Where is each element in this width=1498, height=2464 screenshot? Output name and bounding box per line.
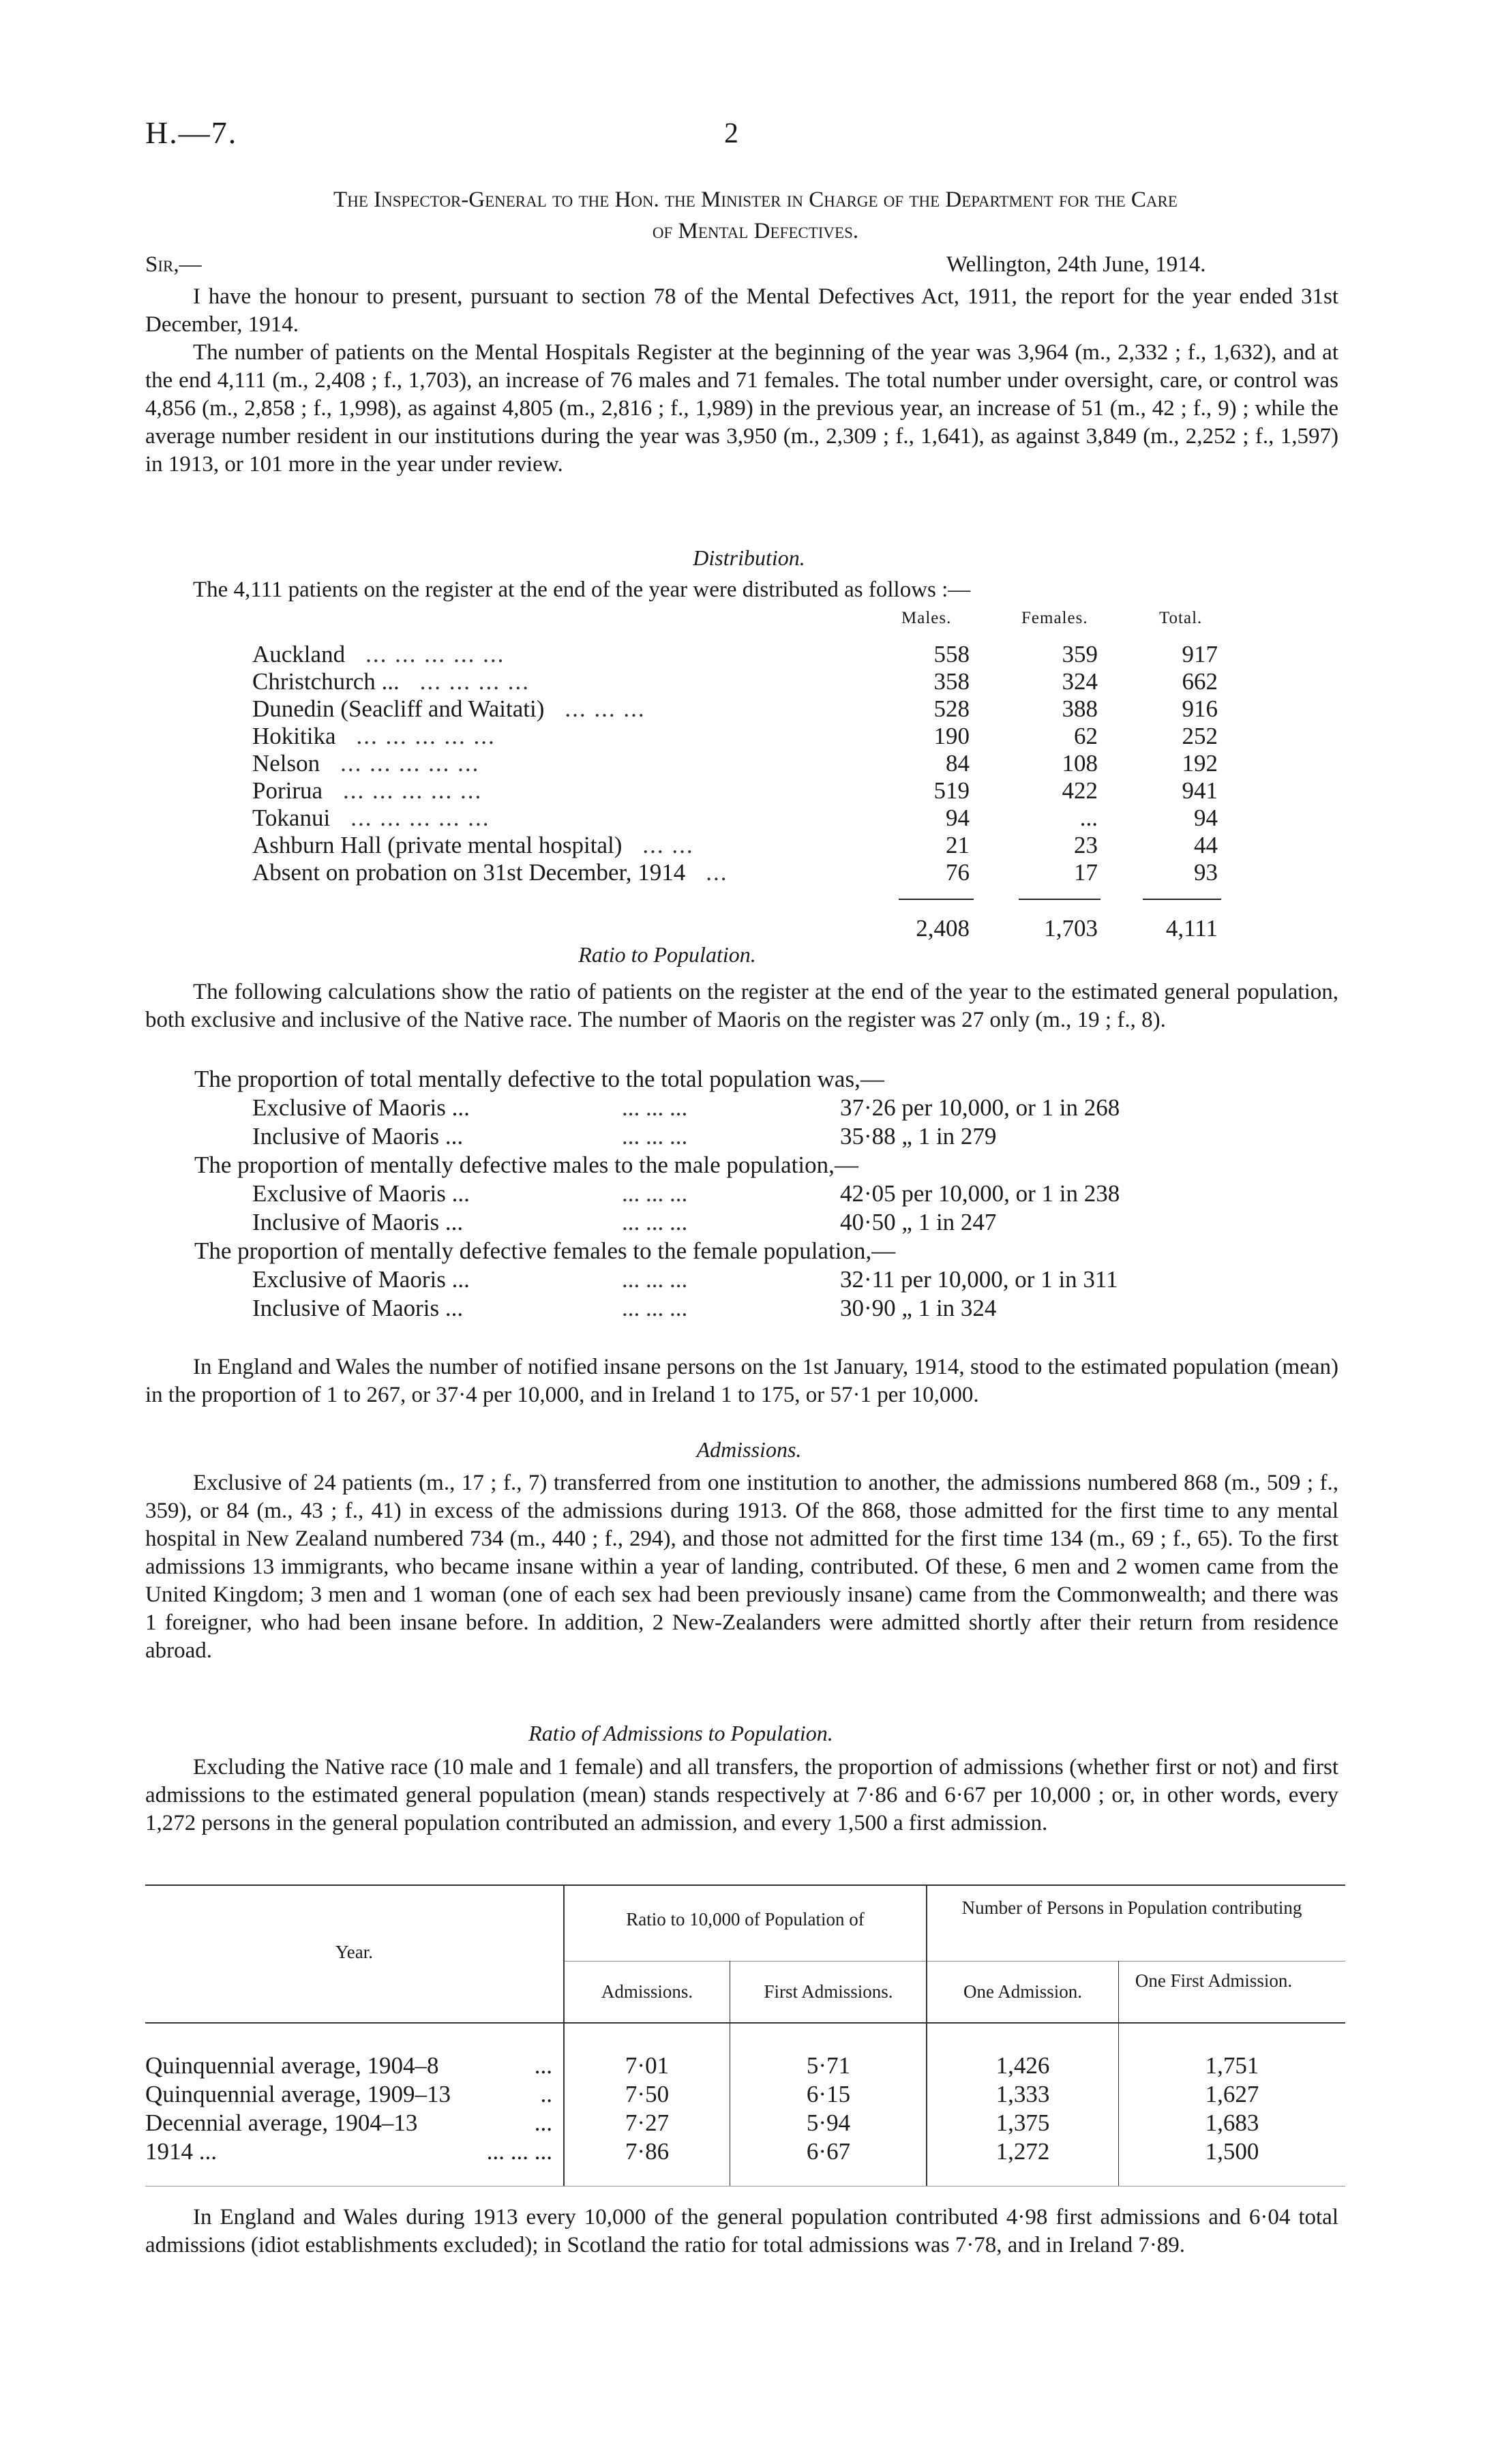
register-paragraph: The number of patients on the Mental Hospitals Register at the beginning of the year was 3,964 (m., 2,332 ; f., 1,632), and at the end 4,111 (m., 2,408 ; f., 1,703), an increase of 76 males and 71 females. The total number under oversight, care, or control was 4,856 (m., 2,858 ; f., 1,998), as against 4,805 (m., 2,816 ; f., 1,989) in the previous year, an increase of 51 (m., 42 ; f., 9) ; while the average number resident in our institutions during the year was 3,950 (m., 2,309 ; f., 1,641), as against 3,849 (m., 2,252 ; f., 1,597) in 1913, or 101 more in the year under review. <box>145 340 1338 477</box>
distribution-row <box>252 723 1248 750</box>
letter-title <box>145 184 1366 247</box>
first-admissions-cell: 5·94 <box>806 2109 851 2136</box>
institution-name: Nelson <box>252 750 320 777</box>
females-total-rule <box>1019 899 1100 900</box>
ratio-row-value: 32·11 per 10,000, or 1 in 311 <box>840 1266 1118 1293</box>
leader-dots: ... ... ... <box>622 1094 688 1121</box>
admissions-cell: 7·86 <box>625 2138 670 2165</box>
institution-name: Tokanui <box>252 805 331 831</box>
first-admissions-cell: 5·71 <box>806 2052 851 2079</box>
ratio-population-heading: Ratio to Population. <box>578 942 756 967</box>
admissions-cell: 7·01 <box>625 2052 670 2079</box>
leader-dots: ... ... ... ... ... <box>340 750 480 777</box>
year-cell: 1914 ... <box>145 2138 217 2165</box>
leader-dots: ... ... ... ... <box>419 668 530 695</box>
leader-dots: ... ... ... <box>486 2138 552 2165</box>
th-one-admission: One Admission. <box>963 1981 1082 2002</box>
males-value: 358 <box>933 668 970 695</box>
females-value: 359 <box>1062 641 1098 667</box>
ratio-row-label: Inclusive of Maoris ... <box>252 1295 464 1321</box>
females-value: 62 <box>1074 723 1098 749</box>
males-value: 94 <box>946 805 970 831</box>
th-one-first-admission: One First Admission. <box>1135 1970 1293 1991</box>
institution-name: Porirua <box>252 777 323 804</box>
total-value: 94 <box>1194 805 1218 831</box>
leader-dots: ... ... ... <box>622 1266 688 1293</box>
males-value: 76 <box>946 859 970 886</box>
year-cell: Decennial average, 1904–13 <box>145 2109 418 2136</box>
total-value: 252 <box>1182 723 1218 749</box>
col-total-header: Total. <box>1159 609 1203 627</box>
year-cell: Quinquennial average, 1904–8 <box>145 2052 439 2079</box>
distribution-row <box>252 777 1248 805</box>
distribution-intro: The 4,111 patients on the register at the end of the year were distributed as follows :— <box>193 577 971 602</box>
institution-name: Christchurch ... <box>252 668 400 695</box>
total-value: 662 <box>1182 668 1218 695</box>
males-value: 528 <box>933 695 970 722</box>
total-value: 916 <box>1182 695 1218 722</box>
intro-paragraph: I have the honour to present, pursuant to section 78 of the Mental Defectives Act, 1911, the report for the year ended 31st December, 1914. <box>145 284 1338 337</box>
admissions-heading: Admissions. <box>696 1437 802 1462</box>
leader-dots: ... ... ... <box>622 1180 688 1207</box>
distribution-row <box>252 750 1248 777</box>
ratio-admissions-paragraph: Excluding the Native race (10 male and 1 female) and all transfers, the proportion of admissions (whether first or not) and first admissions to the estimated general population (mean) stands respectively at 7·86 and 6·67 per 10,000 ; or, in other words, every 1,272 persons in the general population contributed an admission, and every 1,500 a first admission. <box>145 1755 1338 1835</box>
th-ratio-group: Ratio to 10,000 of Population of <box>626 1909 865 1929</box>
one-first-admission-cell: 1,500 <box>1205 2138 1259 2165</box>
one-admission-cell: 1,333 <box>995 2081 1050 2107</box>
ratio-group-label: The proportion of mentally defective males to the male population,— <box>194 1152 858 1178</box>
total-value: 93 <box>1194 859 1218 886</box>
table-bottom-rule <box>145 2186 1345 2187</box>
institution-name: Auckland <box>252 641 346 667</box>
distribution-heading: Distribution. <box>693 545 805 570</box>
distribution-row <box>252 859 1248 886</box>
first-admissions-cell: 6·67 <box>806 2138 851 2165</box>
th-year: Year. <box>335 1942 373 1962</box>
leader-dots: ... <box>534 2052 552 2079</box>
females-value: 324 <box>1062 668 1098 695</box>
admissions-paragraph: Exclusive of 24 patients (m., 17 ; f., 7) transferred from one institution to another, the admissions numbered 868 (m., 509 ; f., 359), or 84 (m., 43 ; f., 41) in excess of the admissions during 1913. Of the 868, those admitted for the first time to any mental hospital in New Zealand numbered 734 (m., 440 ; f., 294), and those not admitted for the first time 134 (m., 69 ; f., 65). To the first admissions 13 immigrants, who became insane within a year of landing, contributed. Of these, 6 men and 2 women came from the United Kingdom; 3 men and 1 woman (one of each sex had been previously insane) came from the Commonwealth; and there was 1 foreigner, who had been insane before. In addition, 2 New-Zealanders were admitted shortly after their return from residence abroad. <box>145 1471 1338 1663</box>
th-first-admissions: First Admissions. <box>764 1981 893 2002</box>
ratio-group-label: The proportion of mentally defective females to the female population,— <box>194 1237 896 1264</box>
ratio-group-label: The proportion of total mentally defective to the total population was,— <box>194 1066 884 1092</box>
distribution-row <box>252 805 1248 832</box>
total-females: 1,703 <box>1044 915 1098 942</box>
admissions-cell: 7·27 <box>625 2109 670 2136</box>
leader-dots: ... ... ... <box>622 1209 688 1235</box>
ratio-row-label: Inclusive of Maoris ... <box>252 1123 464 1150</box>
males-value: 558 <box>933 641 970 667</box>
institution-name: Hokitika <box>252 723 336 749</box>
institution-name: Ashburn Hall (private mental hospital) <box>252 832 623 858</box>
table-top-rule <box>145 1884 1345 1886</box>
distribution-row <box>252 641 1248 668</box>
leader-dots: ... ... ... <box>622 1295 688 1321</box>
total-value: 941 <box>1182 777 1218 804</box>
year-cell: Quinquennial average, 1909–13 <box>145 2081 451 2107</box>
letter-title-line2: of Mental Defectives. <box>652 219 859 243</box>
females-value: 17 <box>1074 859 1098 886</box>
ratio-admissions-heading: Ratio of Admissions to Population. <box>528 1721 833 1745</box>
females-value: 23 <box>1074 832 1098 858</box>
leader-dots: ... ... <box>642 832 694 858</box>
leader-dots: ... ... ... <box>622 1123 688 1150</box>
ratio-row-value: 40·50 „ 1 in 247 <box>840 1209 997 1235</box>
ratio-row-label: Inclusive of Maoris ... <box>252 1209 464 1235</box>
ratio-row-label: Exclusive of Maoris ... <box>252 1266 470 1293</box>
total-value: 44 <box>1194 832 1218 858</box>
ratio-row-label: Exclusive of Maoris ... <box>252 1180 470 1207</box>
ratio-row-value: 35·88 „ 1 in 279 <box>840 1123 997 1150</box>
leader-dots: ... ... ... ... ... <box>365 641 505 667</box>
report-reference: H.—7. <box>145 115 238 150</box>
ratio-row-label: Exclusive of Maoris ... <box>252 1094 470 1121</box>
total-males: 2,408 <box>916 915 970 942</box>
females-value: 388 <box>1062 695 1098 722</box>
males-total-rule <box>899 899 974 900</box>
one-admission-cell: 1,426 <box>995 2052 1050 2079</box>
one-first-admission-cell: 1,627 <box>1205 2081 1259 2107</box>
th-persons-group: Number of Persons in Population contributing <box>961 1897 1302 1918</box>
leader-dots: ... <box>534 2109 552 2136</box>
total-total: 4,111 <box>1165 915 1218 942</box>
ratio-row-value: 30·90 „ 1 in 324 <box>840 1295 997 1321</box>
leader-dots: ... <box>706 859 728 886</box>
leader-dots: ... ... ... <box>565 695 646 722</box>
males-value: 21 <box>946 832 970 858</box>
ratio-population-intro: The following calculations show the ratio of patients on the register at the end of the year to the estimated general population, both exclusive and inclusive of the Native race. The number of Maoris on the register was 27 only (m., 19 ; f., 8). <box>145 980 1338 1032</box>
one-first-admission-cell: 1,751 <box>1205 2052 1259 2079</box>
females-value: 422 <box>1062 777 1098 804</box>
england-ratio-paragraph: In England and Wales the number of notified insane persons on the 1st January, 1914, stood to the estimated population (mean) in the proportion of 1 to 267, or 37·4 per 10,000, and in Ireland 1 to 175, or 57·1 per 10,000. <box>145 1355 1338 1407</box>
one-admission-cell: 1,272 <box>995 2138 1050 2165</box>
total-value: 192 <box>1182 750 1218 777</box>
first-admissions-cell: 6·15 <box>806 2081 851 2107</box>
ratio-row-value: 37·26 per 10,000, or 1 in 268 <box>840 1094 1120 1121</box>
males-value: 190 <box>933 723 970 749</box>
table-vline-4 <box>1118 1961 1119 2186</box>
total-value: 917 <box>1182 641 1218 667</box>
ratio-row-value: 42·05 per 10,000, or 1 in 238 <box>840 1180 1120 1207</box>
salutation: Sir,— <box>145 252 202 277</box>
col-males-header: Males. <box>901 609 952 627</box>
admissions-cell: 7·50 <box>625 2081 670 2107</box>
th-admissions: Admissions. <box>601 1981 693 2002</box>
distribution-row <box>252 832 1248 859</box>
table-header-rule <box>145 2022 1345 2024</box>
total-total-rule <box>1143 899 1221 900</box>
females-value: ... <box>1079 805 1098 831</box>
table-group-rule <box>565 1961 1345 1962</box>
letter-title-line1: The Inspector-General to the Hon. the Minister in Charge of the Department for the Care <box>333 187 1178 212</box>
place-date: Wellington, 24th June, 1914. <box>946 252 1206 277</box>
distribution-row <box>252 668 1248 695</box>
closing-paragraph: In England and Wales during 1913 every 10,000 of the general population contributed 4·98 first admissions and 6·04 total admissions (idiot establishments excluded); in Scotland the ratio for total admissions was 7·78, and in Ireland 7·89. <box>145 2205 1338 2257</box>
leader-dots: ... ... ... ... ... <box>343 777 483 804</box>
distribution-row <box>252 695 1248 723</box>
institution-name: Absent on probation on 31st December, 1914 <box>252 859 686 886</box>
one-admission-cell: 1,375 <box>995 2109 1050 2136</box>
leader-dots: .. <box>540 2081 552 2107</box>
one-first-admission-cell: 1,683 <box>1205 2109 1259 2136</box>
leader-dots: ... ... ... ... ... <box>356 723 496 749</box>
leader-dots: ... ... ... ... ... <box>350 805 490 831</box>
institution-name: Dunedin (Seacliff and Waitati) <box>252 695 545 722</box>
col-females-header: Females. <box>1021 609 1088 627</box>
page-number: 2 <box>724 118 738 149</box>
males-value: 84 <box>946 750 970 777</box>
males-value: 519 <box>933 777 970 804</box>
females-value: 108 <box>1062 750 1098 777</box>
